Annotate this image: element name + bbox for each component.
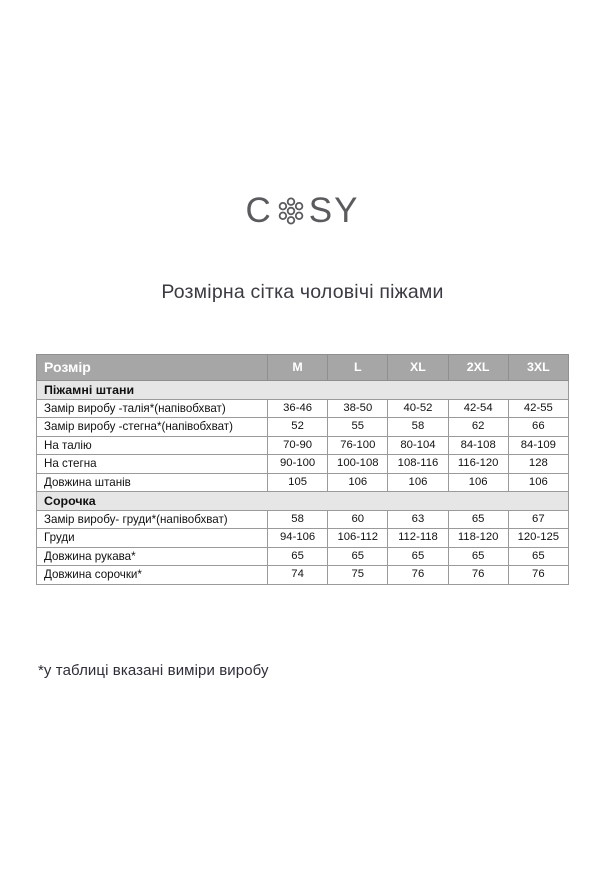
table-row-label: Довжина сорочки* — [37, 566, 268, 584]
table-cell-value: 76 — [448, 566, 508, 584]
table-cell-value: 76 — [508, 566, 568, 584]
table-body — [37, 381, 569, 585]
table-cell-value: 65 — [268, 547, 328, 565]
table-cell-value: 94-106 — [268, 529, 328, 547]
table-cell-value: 67 — [508, 511, 568, 529]
table-row — [37, 473, 569, 491]
header-cell-size-l: L — [328, 355, 388, 381]
table-cell-value: 106 — [448, 473, 508, 491]
table-cell-value: 106-112 — [328, 529, 388, 547]
size-chart-table — [36, 354, 569, 585]
header-cell-size-xl: XL — [388, 355, 448, 381]
table-cell-value: 65 — [448, 547, 508, 565]
table-section-title: Піжамні штани — [37, 381, 569, 400]
table-row — [37, 511, 569, 529]
table-section-row — [37, 381, 569, 400]
footnote: *у таблиці вказані виміри виробу — [38, 662, 269, 679]
table-cell-value: 75 — [328, 566, 388, 584]
table-cell-value: 42-54 — [448, 400, 508, 418]
table-cell-value: 84-108 — [448, 436, 508, 454]
table-cell-value: 106 — [328, 473, 388, 491]
table-cell-value: 66 — [508, 418, 568, 436]
table-row — [37, 400, 569, 418]
table-cell-value: 106 — [388, 473, 448, 491]
table-cell-value: 38-50 — [328, 400, 388, 418]
table-cell-value: 60 — [328, 511, 388, 529]
table-row — [37, 436, 569, 454]
table-row-label: Груди — [37, 529, 268, 547]
table-cell-value: 52 — [268, 418, 328, 436]
table-row-label: Замір виробу -талія*(напівобхват) — [37, 400, 268, 418]
table-section-row — [37, 492, 569, 511]
table-cell-value: 90-100 — [268, 455, 328, 473]
table-cell-value: 105 — [268, 473, 328, 491]
table-cell-value: 112-118 — [388, 529, 448, 547]
table-cell-value: 106 — [508, 473, 568, 491]
table-cell-value: 63 — [388, 511, 448, 529]
header-cell-size-3xl: 3XL — [508, 355, 568, 381]
table-cell-value: 120-125 — [508, 529, 568, 547]
table-cell-value: 58 — [388, 418, 448, 436]
table-row-label: На талію — [37, 436, 268, 454]
table-cell-value: 70-90 — [268, 436, 328, 454]
table-cell-value: 65 — [388, 547, 448, 565]
header-cell-label: Розмір — [37, 355, 268, 381]
table-cell-value: 55 — [328, 418, 388, 436]
table-section-title: Сорочка — [37, 492, 569, 511]
table-cell-value: 118-120 — [448, 529, 508, 547]
table-header — [37, 355, 569, 381]
table-cell-value: 65 — [448, 511, 508, 529]
table-cell-value: 65 — [328, 547, 388, 565]
table-cell-value: 80-104 — [388, 436, 448, 454]
table-cell-value: 116-120 — [448, 455, 508, 473]
page-title: Розмірна сітка чоловічі піжами — [161, 281, 444, 303]
brand-logo-text-after: SY — [308, 191, 360, 230]
table-row — [37, 547, 569, 565]
flower-emblem-icon — [276, 196, 306, 226]
table-cell-value: 108-116 — [388, 455, 448, 473]
table-cell-value: 76-100 — [328, 436, 388, 454]
table-cell-value: 36-46 — [268, 400, 328, 418]
table-row — [37, 418, 569, 436]
table-cell-value: 74 — [268, 566, 328, 584]
table-row — [37, 566, 569, 584]
table-row-label: Замір виробу -стегна*(напівобхват) — [37, 418, 268, 436]
table-row — [37, 529, 569, 547]
table-row — [37, 455, 569, 473]
header-cell-size-m: M — [268, 355, 328, 381]
table-cell-value: 76 — [388, 566, 448, 584]
table-header-row — [37, 355, 569, 381]
table-row-label: На стегна — [37, 455, 268, 473]
brand-logo — [0, 193, 605, 228]
table-cell-value: 42-55 — [508, 400, 568, 418]
table-cell-value: 58 — [268, 511, 328, 529]
table-cell-value: 100-108 — [328, 455, 388, 473]
brand-logo-text-before: C — [245, 191, 273, 230]
table-cell-value: 62 — [448, 418, 508, 436]
table-cell-value: 65 — [508, 547, 568, 565]
header-cell-size-2xl: 2XL — [448, 355, 508, 381]
table-row-label: Довжина рукава* — [37, 547, 268, 565]
table-row-label: Замір виробу- груди*(напівобхват) — [37, 511, 268, 529]
table-cell-value: 84-109 — [508, 436, 568, 454]
table-cell-value: 128 — [508, 455, 568, 473]
table-cell-value: 40-52 — [388, 400, 448, 418]
table-row-label: Довжина штанів — [37, 473, 268, 491]
